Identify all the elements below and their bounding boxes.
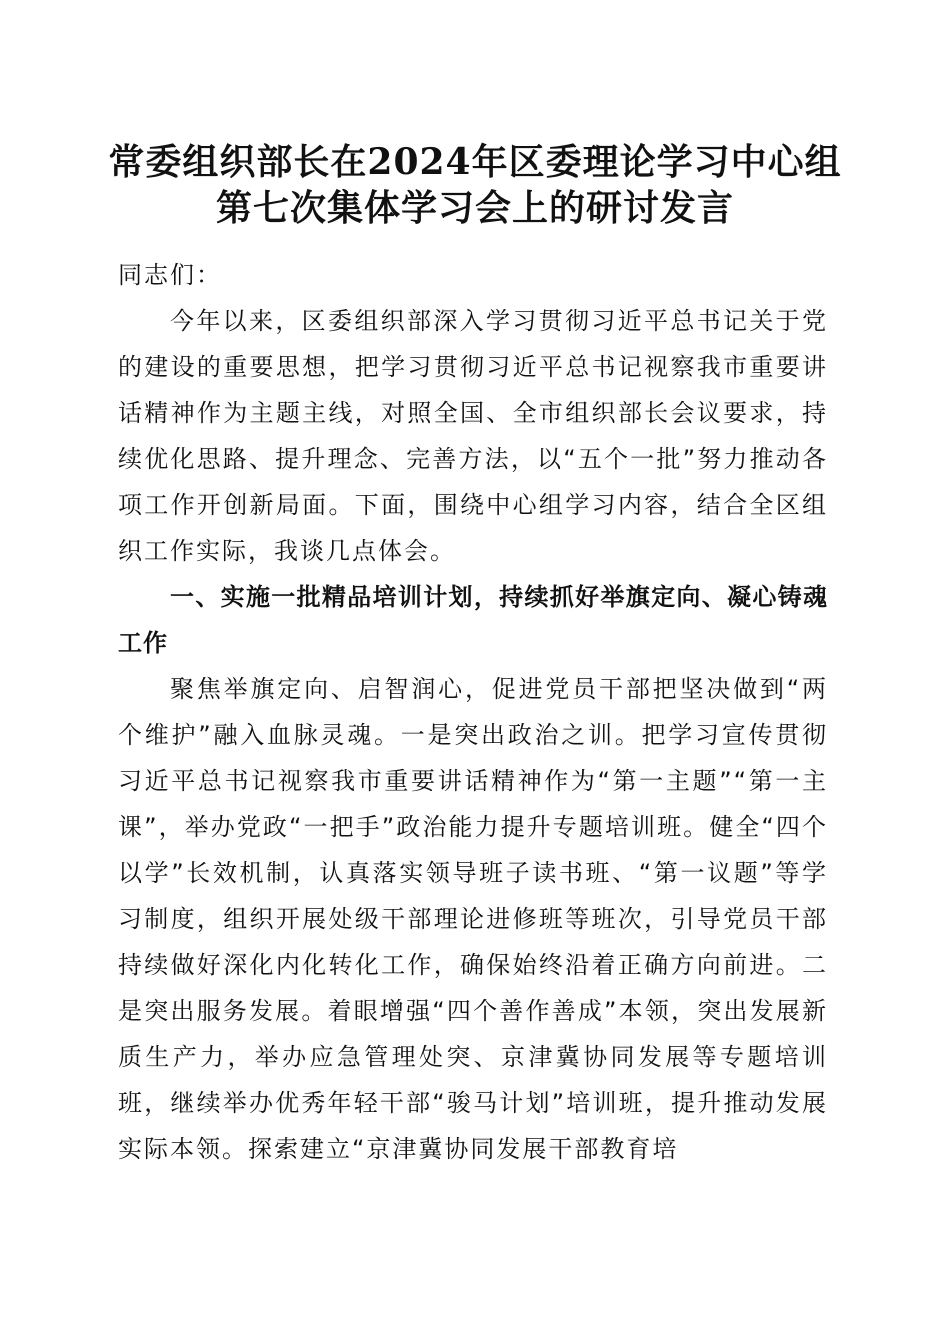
section-heading-1: 一、实施一批精品培训计划，持续抓好举旗定向、凝心铸魂工作	[118, 583, 828, 657]
salutation: 同志们：	[118, 261, 222, 289]
document-body	[118, 252, 828, 1172]
paragraph-intro: 今年以来，区委组织部深入学习贯彻习近平总书记关于党的建设的重要思想，把学习贯彻习近平总书记视察我市重要讲话精神作为主题主线，对照全国、全市组织部长会议要求，持续优化思路、提升理念、完善方法，以“五个一批”努力推动各项工作开创新局面。下面，围绕中心组学习内容，结合全区组织工作实际，我谈几点体会。	[118, 307, 828, 565]
document-title-line-2: 第七次集体学习会上的研讨发言	[215, 187, 734, 229]
paragraph-section-1: 聚焦举旗定向、启智润心，促进党员干部把坚决做到“两个维护”融入血脉灵魂。一是突出政治之训。把学习宣传贯彻习近平总书记视察我市重要讲话精神作为“第一主题”“第一主课”，举办党政“一把手”政治能力提升专题培训班。健全“四个以学”长效机制，认真落实领导班子读书班、“第一议题”等学习制度，组织开展处级干部理论进修班等班次，引导党员干部持续做好深化内化转化工作，确保始终沿着正确方向前进。二是突出服务发展。着眼增强“四个善作善成”本领，突出发展新质生产力，举办应急管理处突、京津冀协同发展等专题培训班，继续举办优秀年轻干部“骏马计划”培训班，提升推动发展实际本领。探索建立“京津冀协同发展干部教育培	[118, 675, 828, 1163]
document-title-line-1: 常委组织部长在2024年区委理论学习中心组	[108, 141, 842, 183]
